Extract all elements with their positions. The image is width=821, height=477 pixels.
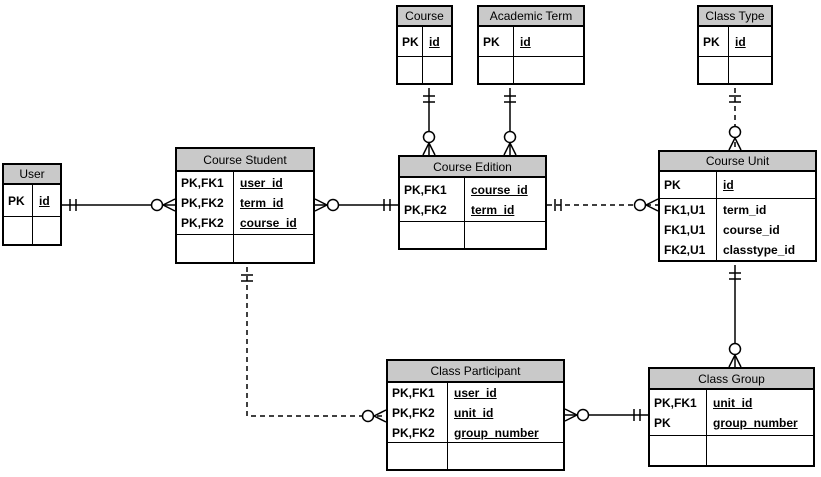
pk-section [4,185,60,216]
pk-section [177,172,313,234]
field-column [448,443,563,469]
key-column [398,57,423,83]
field-name: course_id [240,216,297,230]
attr-section-empty [177,234,313,262]
field-name: id [735,34,746,49]
table-course-edition [398,155,547,250]
attr-section-empty [479,56,583,83]
field-column [33,185,60,216]
table-title: Course Edition [400,157,545,178]
field-name: group_number [454,425,539,440]
attr-section-empty [400,221,545,248]
key-label: PK [654,415,671,430]
key-column [177,235,234,262]
field-column [33,217,60,244]
relationship-course-student-class-participant [241,267,386,422]
field-name: id [429,34,440,49]
table-title: Class Type [699,7,771,27]
field-name: term_id [723,202,767,217]
field-column [729,27,771,56]
zero-or-many-circle [635,200,646,211]
key-column [400,222,465,248]
zero-or-many-circle [730,344,741,355]
field-name: term_id [471,202,515,217]
key-column [699,27,729,56]
relationship-course-course-edition [423,88,435,155]
key-column [400,178,465,221]
zero-or-many-circle [363,411,374,422]
field-name: user_id [454,385,497,400]
pk-section [400,178,545,221]
key-column [479,57,514,83]
field-name: user_id [240,176,283,190]
table-course [396,5,453,85]
key-label: FK1,U1 [664,222,706,237]
key-column [4,217,33,244]
relationship-academic-term-course-edition [504,88,516,155]
field-column [465,178,545,221]
key-label: PK,FK2 [392,405,435,420]
table-academic-term [477,5,585,85]
field-name: id [520,34,531,49]
key-label: PK [664,178,681,192]
field-name: group_number [713,415,798,430]
field-column [423,27,451,56]
key-label: PK [8,193,25,208]
zero-or-many-circle [152,200,163,211]
attr-section-empty [4,216,60,244]
attr-section-empty [650,435,813,465]
zero-or-many-circle [578,410,589,421]
field-column [234,172,313,234]
key-label: PK,FK1 [181,176,224,190]
key-column [177,172,234,234]
field-name: unit_id [454,405,494,420]
key-column [398,27,423,56]
key-label: FK2,U1 [664,242,706,257]
zero-or-many-circle [505,132,516,143]
key-column [388,383,448,442]
zero-or-many-circle [730,127,741,138]
key-label: PK [703,34,720,49]
field-column [514,27,583,56]
table-class-participant [386,359,565,471]
table-title: Academic Term [479,7,583,27]
key-column [4,185,33,216]
key-column [479,27,514,56]
field-column [707,390,813,435]
pk-section [650,390,813,435]
table-title: Course Student [177,149,313,172]
field-column [717,172,815,198]
key-label: PK,FK1 [392,385,435,400]
relationship-course-edition-course-unit [547,199,658,211]
attr-section [660,198,815,260]
key-label: PK,FK1 [654,395,697,410]
key-column [650,390,707,435]
table-class-type [697,5,773,85]
table-title: Course [398,7,451,27]
field-name: course_id [723,222,780,237]
field-name: id [39,193,50,208]
table-title: Class Group [650,369,813,390]
attr-section-empty [398,56,451,83]
key-column [388,443,448,469]
pk-section [388,383,563,442]
table-title: Class Participant [388,361,563,383]
key-column [660,172,717,198]
field-column [717,199,815,260]
table-title: Course Unit [660,152,815,172]
attr-section-empty [388,442,563,469]
key-label: PK [483,34,500,49]
table-user [2,163,62,246]
field-column [514,57,583,83]
table-class-group [648,367,815,467]
pk-section [699,27,771,56]
field-column [729,57,771,83]
zero-or-many-circle [424,132,435,143]
key-label: PK,FK2 [181,216,224,230]
key-label: FK1,U1 [664,202,706,217]
key-label: PK [402,34,419,49]
relationship-class-group-class-participant [565,409,648,421]
table-course-unit [658,150,817,262]
key-label: PK,FK2 [181,196,224,210]
zero-or-many-circle [328,200,339,211]
key-column [660,199,717,260]
pk-section [479,27,583,56]
relationship-user-course-student [62,199,175,211]
field-name: classtype_id [723,242,796,257]
field-name: term_id [240,196,284,210]
relationship-course-unit-class-group [729,265,741,367]
attr-section-empty [699,56,771,83]
key-label: PK,FK1 [404,182,447,197]
field-name: course_id [471,182,528,197]
key-label: PK,FK2 [404,202,447,217]
field-column [423,57,451,83]
relationship-class-type-course-unit [729,88,741,150]
field-column [465,222,545,248]
key-column [650,436,707,465]
field-column [234,235,313,262]
table-course-student [175,147,315,264]
key-label: PK,FK2 [392,425,435,440]
field-column [707,436,813,465]
field-name: id [723,178,734,192]
field-column [448,383,563,442]
key-column [699,57,729,83]
pk-section [660,172,815,198]
table-title: User [4,165,60,185]
field-name: unit_id [713,395,753,410]
pk-section [398,27,451,56]
relationship-course-edition-course-student [315,199,398,211]
